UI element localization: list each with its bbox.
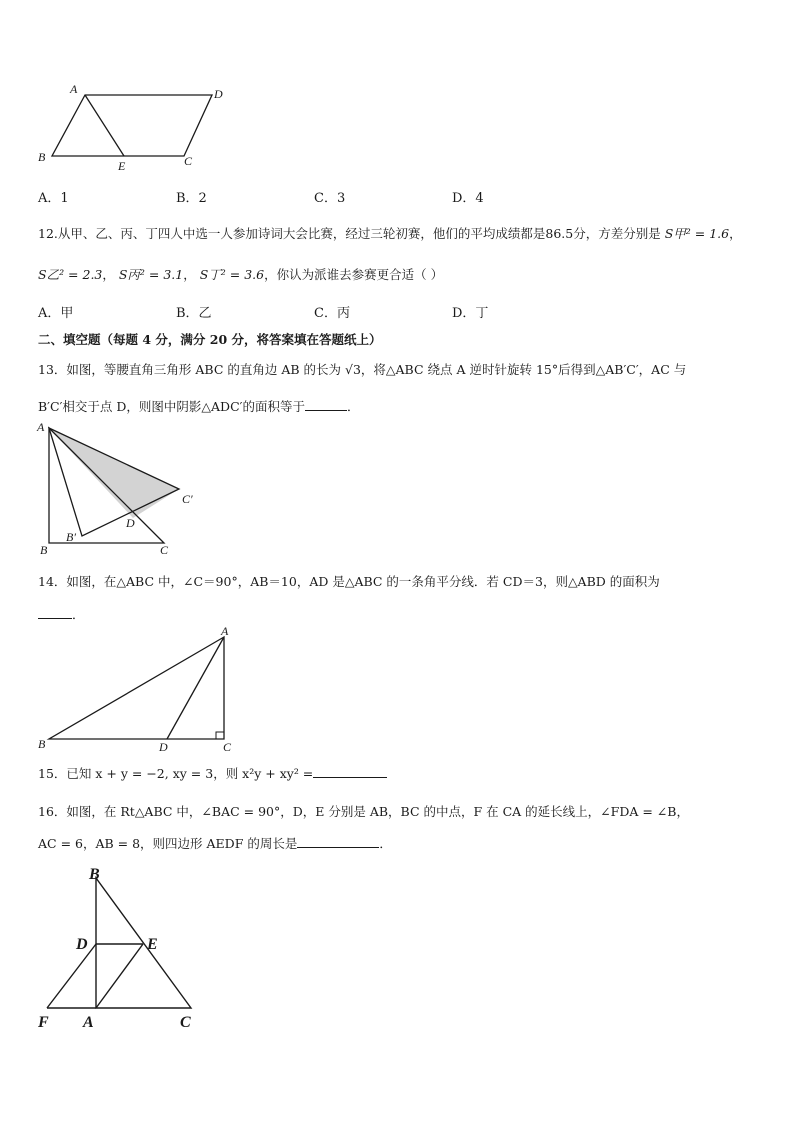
segment-ad xyxy=(167,637,224,739)
q12-variance-ding: S丁² = 3.6 xyxy=(199,267,265,282)
q16-stem-line1: 16．如图，在 Rt△ABC 中，∠BAC = 90°，D，E 分别是 AB，BC 的中点，F 在 CA 的延长线上，∠FDA = ∠B， xyxy=(38,804,689,819)
label-c-prime: C′ xyxy=(182,492,193,506)
label-a: A xyxy=(37,420,45,434)
q12-variance-jia: S甲² = 1.6 xyxy=(664,226,730,241)
segment-df xyxy=(47,944,96,1008)
q15-answer-blank[interactable] xyxy=(313,777,387,778)
label-c: C xyxy=(160,543,169,557)
parallelogram-figure xyxy=(30,80,240,175)
label-a: A xyxy=(70,82,78,96)
q12-stem-line1: 12.从甲、乙、丙、丁四人中选一人参加诗词大会比赛，经过三轮初赛，他们的平均成绩都是86.5分，方差分别是 S甲² = 1.6， xyxy=(38,226,742,241)
q11-option-a[interactable]: A．1 xyxy=(38,191,69,206)
q13-stem-line1: 13．如图，等腰直角三角形 ABC 的直角边 AB 的长为 √3，将△ABC 绕点 A 逆时针旋转 15°后得到△AB′C′，AC 与 xyxy=(38,362,687,377)
label-a: A xyxy=(221,624,229,638)
q14-stem-line1: 14．如图，在△ABC 中，∠C＝90°，AB＝10，AD 是△ABC 的一条角平分线．若 CD＝3，则△ABD 的面积为 xyxy=(38,574,660,589)
label-e: E xyxy=(118,159,126,173)
q14-answer-blank[interactable] xyxy=(38,618,72,619)
label-b: B xyxy=(40,543,48,557)
q12-option-d[interactable]: D．丁 xyxy=(452,306,489,321)
label-e: E xyxy=(147,936,158,953)
q11-option-d[interactable]: D．4 xyxy=(452,191,484,206)
right-angle-mark xyxy=(216,732,224,739)
parallelogram-abcd xyxy=(52,95,212,156)
q12-stem-line2: S乙² = 2.3， S丙² = 3.1， S丁² = 3.6，你认为派谁去参赛更合适（ ） xyxy=(38,267,444,282)
label-b-prime: B′ xyxy=(66,530,76,544)
q16-figure xyxy=(30,862,205,1034)
q16-answer-blank[interactable] xyxy=(297,847,379,848)
label-d: D xyxy=(126,516,135,530)
q12-option-b[interactable]: B．乙 xyxy=(176,306,212,321)
label-b: B xyxy=(38,150,46,164)
label-d: D xyxy=(76,936,88,953)
q12-option-a[interactable]: A．甲 xyxy=(38,306,74,321)
q13-answer-blank[interactable] xyxy=(305,410,347,411)
q12-option-c[interactable]: C．丙 xyxy=(314,306,350,321)
q16-text: AC = 6，AB = 8，则四边形 AEDF 的周长是 xyxy=(38,836,298,851)
q15-text: 15．已知 x + y = −2, xy = 3，则 x²y + xy² = xyxy=(38,766,314,781)
label-a: A xyxy=(83,1014,94,1031)
q13-text: B′C′相交于点 D，则图中阴影△ADC′的面积等于 xyxy=(38,399,305,414)
q12-variance-yi: S乙² = 2.3 xyxy=(38,267,103,282)
label-c: C xyxy=(223,740,232,754)
q12-text: 12.从甲、乙、丙、丁四人中选一人参加诗词大会比赛，经过三轮初赛，他们的平均成绩都是86.5分，方差分别是 xyxy=(38,226,661,241)
q13-figure xyxy=(30,415,220,560)
label-d: D xyxy=(159,740,168,754)
label-c: C xyxy=(184,154,193,168)
q14-stem-line2: ． xyxy=(38,605,85,623)
q11-option-c[interactable]: C．3 xyxy=(314,191,346,206)
q14-figure xyxy=(30,622,250,757)
label-d: D xyxy=(214,87,223,101)
label-f: F xyxy=(38,1014,49,1031)
label-b: B xyxy=(38,737,46,751)
triangle-abc xyxy=(49,637,224,739)
shaded-triangle-adc-prime xyxy=(49,428,179,518)
section-heading-fill-blank: 二、填空题（每题 4 分，满分 20 分，将答案填在答题纸上） xyxy=(38,332,382,347)
segment-ae xyxy=(85,95,124,156)
label-c: C xyxy=(180,1014,191,1031)
q13-stem-line2: B′C′相交于点 D，则图中阴影△ADC′的面积等于 ． xyxy=(38,399,360,414)
q15-stem xyxy=(38,764,387,782)
q16-stem-line2: AC = 6，AB = 8，则四边形 AEDF 的周长是 ． xyxy=(38,836,392,851)
label-b: B xyxy=(89,866,100,883)
segment-ea xyxy=(96,944,143,1008)
q11-option-b[interactable]: B．2 xyxy=(176,191,207,206)
q12-variance-bing: S丙² = 3.1 xyxy=(118,267,184,282)
q12-question: ，你认为派谁去参赛更合适（ ） xyxy=(264,267,444,282)
